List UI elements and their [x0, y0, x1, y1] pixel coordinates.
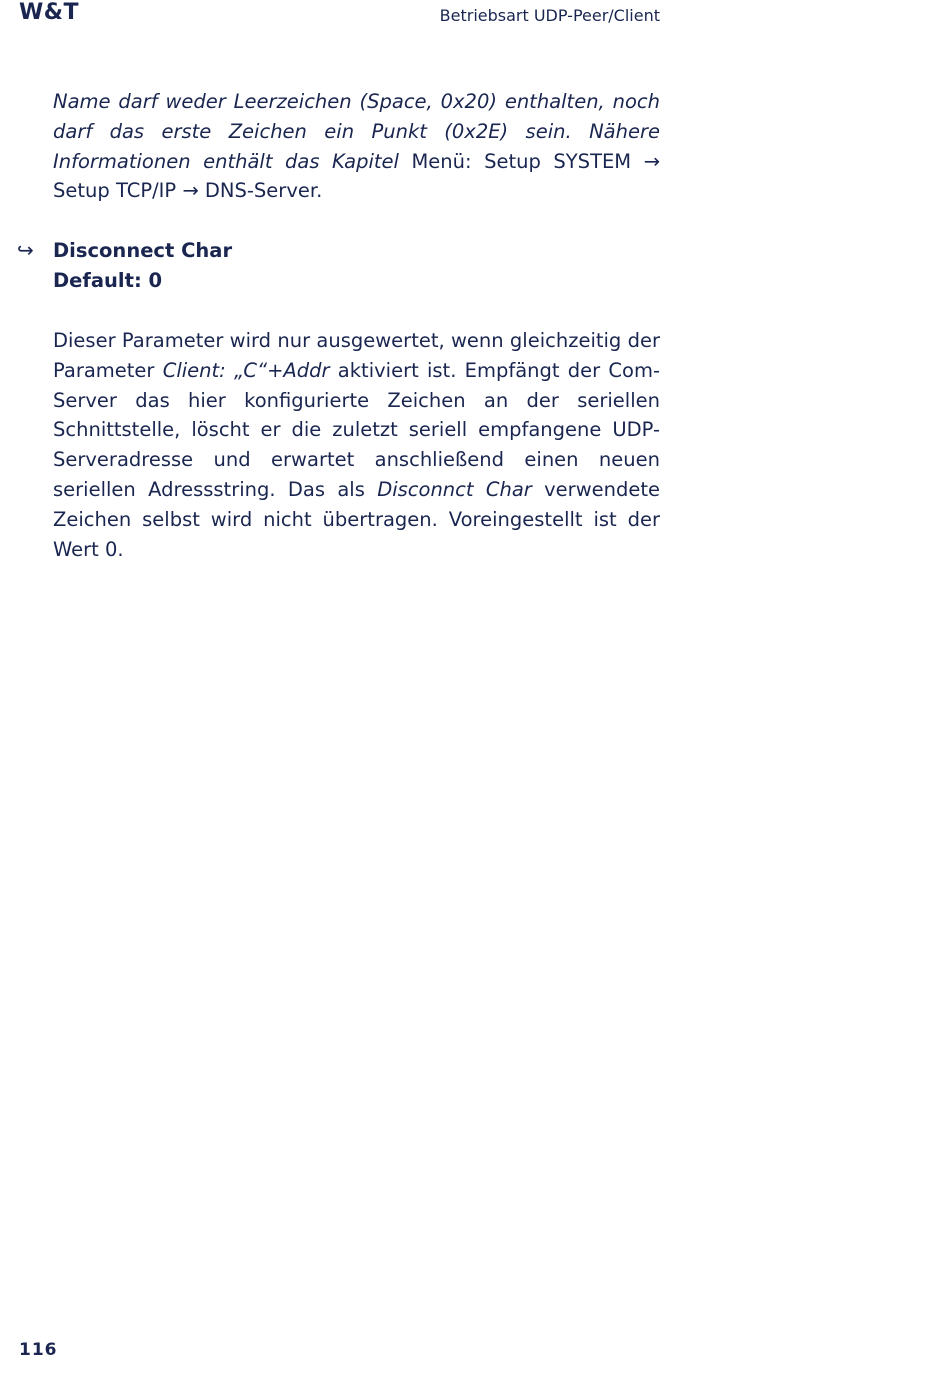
company-logo: W&T: [19, 0, 79, 25]
parameter-default: Default: 0: [53, 268, 163, 292]
paragraph-disconnect-char: [53, 326, 660, 564]
italic-note-text: Name darf weder Leerzeichen (Space, 0x20) enthalten, noch darf das erste Zeichen ein Punkt (0x2E) sein. Nähere Informationen enthält das Kapitel: [53, 90, 660, 173]
paragraph-dns-note: [53, 87, 660, 206]
parameter-heading: [53, 236, 232, 296]
menu-path-text: Menü: Setup SYSTEM → Setup TCP/IP → DNS-Server.: [53, 149, 660, 203]
body-text-1: Dieser Parameter wird nur ausgewertet, wenn gleichzeitig der Parameter: [53, 329, 660, 382]
running-head: Betriebsart UDP-Peer/Client: [439, 6, 660, 25]
parameter-arrow-icon: ↪: [17, 238, 34, 262]
parameter-name: Disconnect Char: [53, 239, 233, 262]
disconnect-char-ref: Disconnct Char: [377, 477, 532, 501]
client-param-ref: Client: „C“+Addr: [162, 358, 330, 382]
body-text-3: verwendete Zeichen selbst wird nicht übertragen. Voreingestellt ist der Wert 0.: [53, 477, 661, 561]
body-text-2: aktiviert ist. Empfängt der Com-Server das hier konfigurierte Zeichen an der seriellen Schnittstelle, löscht er die zuletzt seriell empfangene UDP-Serveradresse und erwartet anschließend einen neuen seriellen Adressstring. Das als: [53, 358, 660, 501]
page-number: 116: [19, 1340, 58, 1360]
